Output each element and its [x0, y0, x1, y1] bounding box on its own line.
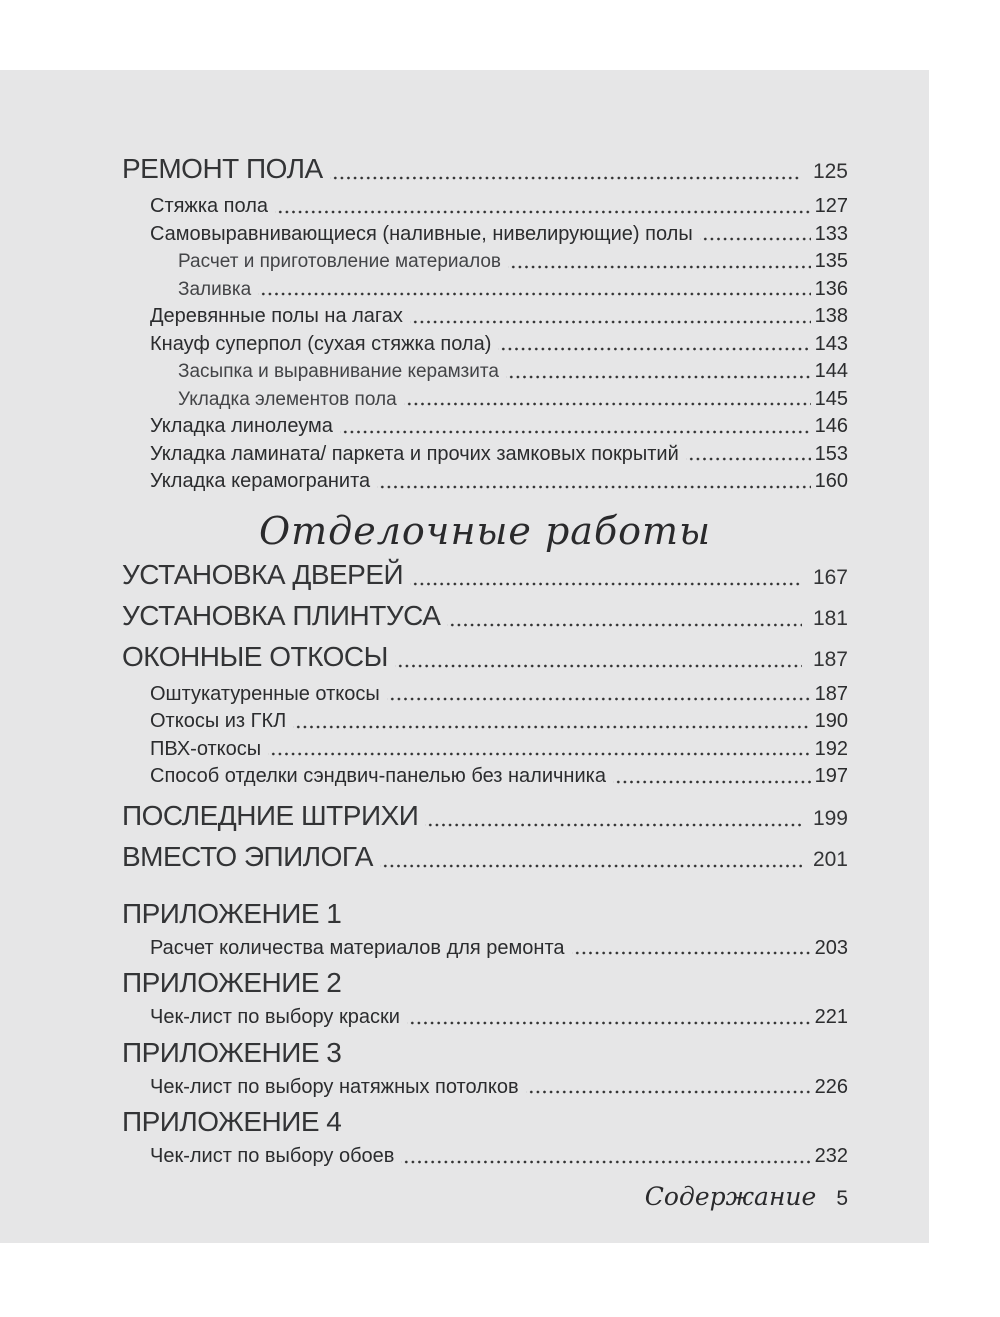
toc-entry-title: УСТАНОВКА ДВЕРЕЙ [122, 558, 404, 590]
dot-leader [613, 763, 811, 791]
toc-entry-title: Укладка ламината/ паркета и прочих замковых покрытий [150, 442, 679, 465]
toc-page-number: 232 [814, 1145, 848, 1167]
toc-page-number: 199 [812, 806, 848, 830]
dot-leader [686, 441, 811, 469]
toc-page-number: 153 [814, 442, 848, 465]
toc-page-number: 125 [812, 160, 848, 183]
footer-page-number: 5 [836, 1187, 848, 1210]
toc-entry [122, 935, 848, 963]
toc-page-number: 226 [814, 1075, 848, 1098]
toc-entry-title: Чек-лист по выбору натяжных потолков [150, 1075, 519, 1098]
toc-entry [122, 763, 848, 791]
toc-entry-title: ВМЕСТО ЭПИЛОГА [122, 840, 373, 872]
toc-entry-title: Засыпка и выравнивание керамзита [178, 361, 499, 382]
toc-entry [122, 681, 848, 709]
toc-entry [122, 303, 848, 331]
toc-page-number: 197 [814, 765, 848, 787]
toc-page-number: 127 [814, 195, 848, 217]
toc-entry [122, 558, 848, 595]
dot-leader [447, 599, 802, 636]
toc-entry [122, 193, 848, 221]
toc-page-number: 135 [814, 250, 848, 272]
toc-entry-title: Укладка элементов пола [178, 388, 397, 410]
toc-entry-title: ПРИЛОЖЕНИЕ 1 [122, 897, 342, 929]
toc-entry [122, 1074, 848, 1102]
toc-entry [122, 840, 848, 877]
toc-entry-title: Расчет количества материалов для ремонта [150, 936, 565, 959]
toc-entry [122, 413, 848, 441]
toc-page-number: 192 [814, 737, 848, 760]
toc-entry [122, 276, 848, 304]
toc-entry-title: Чек-лист по выбору краски [150, 1006, 400, 1028]
toc-page-number: 144 [814, 360, 848, 382]
toc-entry-title: Самовыравнивающиеся (наливные, нивелирующие) полы [150, 222, 693, 245]
toc-entry-title: ПВХ-откосы [150, 737, 262, 760]
toc-page-number: 187 [814, 682, 848, 705]
toc-page-number: 133 [814, 222, 848, 245]
dot-leader [275, 193, 811, 221]
dot-leader [387, 681, 811, 709]
toc-entry-title: Укладка линолеума [150, 415, 333, 437]
toc-entry [122, 386, 848, 414]
page-footer [645, 1182, 848, 1211]
dot-leader [380, 840, 802, 877]
toc-entry [122, 152, 848, 189]
toc-page-number: 203 [814, 936, 848, 959]
toc-page-number: 167 [812, 565, 848, 589]
toc-entry-title: УСТАНОВКА ПЛИНТУСА [122, 599, 441, 631]
toc-entry [122, 897, 848, 931]
toc-entry [122, 221, 848, 249]
dot-leader [293, 708, 810, 736]
dot-leader [498, 331, 810, 359]
toc-entry-title: Способ отделки сэндвич-панелью без наличника [150, 765, 606, 787]
toc-entry [122, 736, 848, 764]
dot-leader [404, 386, 811, 414]
toc-list [122, 152, 848, 1171]
dot-leader [700, 221, 811, 249]
toc-page-number: 146 [814, 415, 848, 437]
toc-entry-title: Стяжка пола [150, 195, 268, 217]
toc-entry-title: Кнауф суперпол (сухая стяжка пола) [150, 332, 492, 355]
toc-entry-title: ПРИЛОЖЕНИЕ 3 [122, 1036, 342, 1068]
book-page [0, 70, 929, 1243]
toc-entry [122, 1036, 848, 1070]
toc-entry-title: Укладка керамогранита [150, 470, 371, 492]
toc-entry [122, 1105, 848, 1139]
dot-leader [572, 935, 811, 963]
toc-page-number: 190 [814, 710, 848, 732]
toc-page-number: 221 [814, 1006, 848, 1028]
toc-entry [122, 1143, 848, 1171]
toc-entry [122, 358, 848, 386]
dot-leader [340, 413, 811, 441]
toc-entry [122, 441, 848, 469]
toc-page-number: 187 [812, 647, 848, 671]
dot-leader [526, 1074, 811, 1102]
toc-entry-title: ПОСЛЕДНИЕ ШТРИХИ [122, 799, 419, 831]
dot-leader [377, 468, 810, 496]
toc-entry-title: Чек-лист по выбору обоев [150, 1145, 395, 1167]
toc-entry [122, 468, 848, 496]
toc-page-number: 138 [814, 305, 848, 327]
dot-leader [508, 248, 811, 276]
toc-entry-title: Оштукатуренные откосы [150, 682, 380, 705]
dot-leader [330, 152, 802, 189]
dot-leader [407, 1004, 811, 1032]
toc-entry [122, 248, 848, 276]
toc-page-number: 201 [812, 847, 848, 871]
toc-entry-title: Откосы из ГКЛ [150, 710, 287, 732]
toc-entry [122, 599, 848, 636]
toc-entry-title: Заливка [178, 278, 252, 300]
dot-leader [401, 1143, 810, 1171]
toc-entry [122, 1004, 848, 1032]
toc-entry-title: ПРИЛОЖЕНИЕ 4 [122, 1106, 342, 1137]
dot-leader [258, 276, 810, 304]
toc-page-number: 143 [814, 332, 848, 355]
toc-entry-title: Расчет и приготовление материалов [178, 251, 502, 272]
footer-section-label: Содержание [644, 1182, 817, 1211]
toc-entry-title: Деревянные полы на лагах [150, 305, 403, 327]
toc-page-number: 136 [814, 277, 848, 300]
toc-entry [122, 640, 848, 677]
toc-entry-title: ПРИЛОЖЕНИЕ 2 [122, 967, 342, 998]
dot-leader [395, 640, 802, 677]
dot-leader [268, 736, 810, 764]
part-title: Отделочные работы [258, 508, 712, 553]
toc-entry-title: РЕМОНТ ПОЛА [122, 153, 323, 184]
dot-leader [506, 358, 811, 386]
toc-page-number: 145 [814, 387, 848, 410]
toc-entry [122, 331, 848, 359]
toc-entry-title: ОКОННЫЕ ОТКОСЫ [122, 640, 388, 672]
toc-entry [122, 799, 848, 836]
dot-leader [425, 799, 802, 836]
toc-page-number: 181 [812, 606, 848, 630]
dot-leader [410, 303, 811, 331]
toc-entry [122, 708, 848, 736]
toc-page-number: 160 [814, 470, 848, 492]
toc-entry [122, 966, 848, 1000]
dot-leader [410, 558, 802, 595]
